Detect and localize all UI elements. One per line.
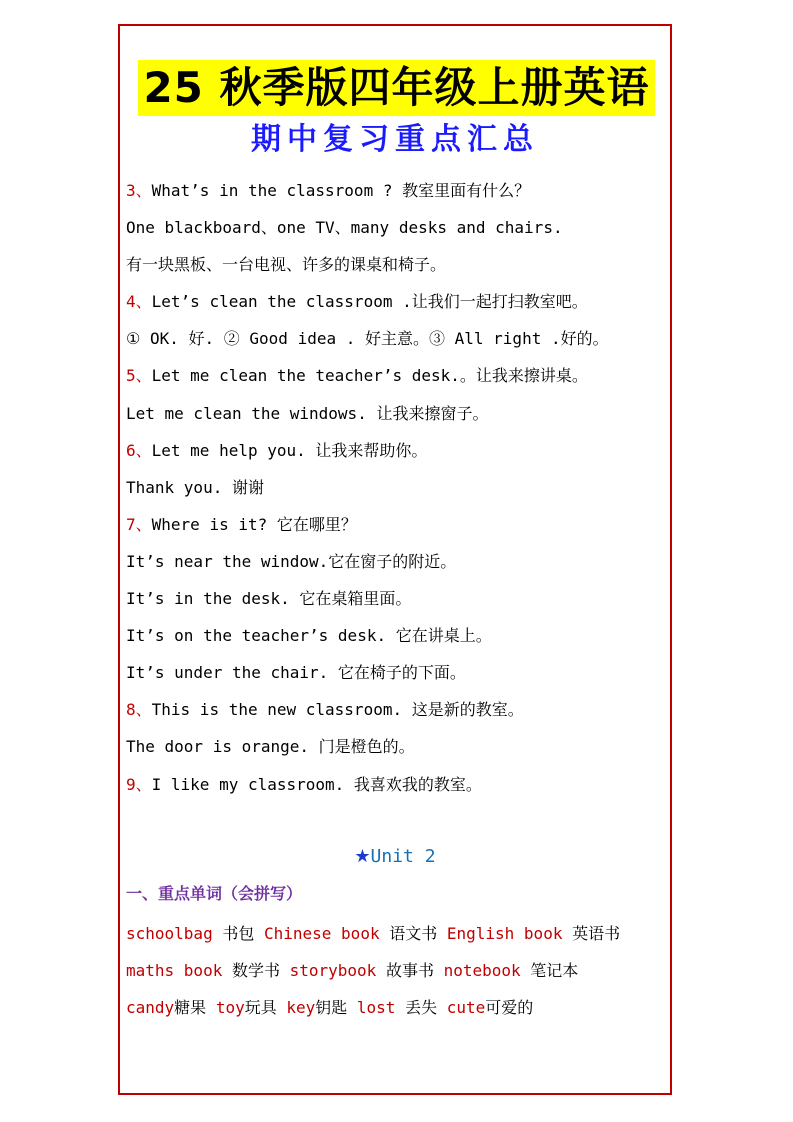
vocab-meaning: 笔记本 [520, 961, 579, 980]
vocab-meaning: 书包 [212, 924, 264, 943]
sentence-text: It’s under the chair. 它在椅子的下面。 [126, 663, 466, 683]
section-heading: 一、重点单词（会拼写） [126, 884, 303, 903]
sentence-line [126, 580, 686, 617]
vocab-word: candy [126, 998, 175, 1017]
vocab-row [126, 915, 686, 952]
sentence-line [126, 283, 686, 320]
sentence-text: I like my classroom. 我喜欢我的教室。 [151, 774, 482, 794]
sentence-line [126, 469, 686, 506]
sentence-text: It’s in the desk. 它在桌箱里面。 [126, 589, 412, 609]
unit-heading [118, 840, 672, 874]
sentence-line [126, 506, 686, 543]
vocab-meaning: 玩具 [244, 998, 287, 1017]
vocab-word: storybook [289, 961, 377, 980]
sentence-list [126, 172, 686, 803]
unit-label: Unit 2 [370, 846, 436, 867]
vocab-word: lost [356, 998, 396, 1017]
sentence-text: ① OK. 好. ② Good idea . 好主意。③ All right .好的。 [126, 329, 609, 349]
sentence-line [126, 617, 686, 654]
vocab-word: schoolbag [126, 924, 213, 943]
sentence-text: It’s on the teacher’s desk. 它在讲桌上。 [126, 626, 492, 646]
sentence-line [126, 395, 686, 432]
page-title: 25 秋季版四年级上册英语 [138, 60, 655, 116]
sentence-text: Let’s clean the classroom .让我们一起打扫教室吧。 [151, 292, 588, 312]
sentence-line [126, 728, 686, 765]
sentence-line [126, 432, 686, 469]
sentence-text: Thank you. 谢谢 [126, 477, 264, 497]
sentence-line [126, 766, 686, 803]
item-number: 9、 [126, 774, 152, 794]
sentence-text: This is the new classroom. 这是新的教室。 [151, 700, 524, 720]
sentence-text: Let me clean the teacher’s desk.。让我来擦讲桌。 [151, 366, 588, 386]
vocab-meaning: 语文书 [379, 924, 447, 943]
sentence-text: What’s in the classroom ? 教室里面有什么？ [151, 181, 531, 200]
sentence-text: Let me clean the windows. 让我来擦窗子。 [126, 403, 489, 423]
vocab-meaning: 钥匙 [315, 998, 357, 1017]
sentence-line [126, 357, 686, 394]
item-number: 7、 [126, 514, 152, 534]
vocab-word: key [286, 998, 316, 1017]
item-number: 8、 [126, 700, 152, 720]
vocab-row [126, 952, 686, 989]
sentence-text: The door is orange. 门是橙色的。 [126, 737, 415, 757]
sentence-line [126, 246, 686, 283]
item-number: 5、 [126, 366, 152, 386]
sentence-text: 有一块黑板、一台电视、许多的课桌和椅子。 [126, 255, 447, 275]
sentence-text: One blackboard、one TV、many desks and chairs. [126, 218, 563, 238]
sentence-line [126, 320, 686, 357]
vocab-word: Chinese book [263, 924, 380, 943]
vocab-list [126, 915, 686, 1026]
vocab-meaning: 英语书 [562, 924, 621, 943]
vocab-meaning: 可爱的 [485, 998, 534, 1017]
sentence-line [126, 654, 686, 691]
sentence-line [126, 691, 686, 728]
page-subtitle: 期中复习重点汇总 [251, 122, 539, 157]
vocab-word: cute [446, 998, 486, 1017]
sentence-line [126, 172, 686, 209]
vocab-meaning: 糖果 [174, 998, 216, 1017]
vocab-row [126, 989, 686, 1026]
sentence-text: Where is it? 它在哪里？ [151, 514, 357, 534]
item-number: 3、 [126, 181, 152, 200]
vocab-word: maths book [126, 961, 223, 980]
vocab-meaning: 丢失 [395, 998, 447, 1017]
item-number: 6、 [126, 440, 152, 460]
vocab-word: toy [215, 998, 245, 1017]
vocab-meaning: 故事书 [376, 961, 444, 980]
vocab-word: notebook [443, 961, 521, 980]
sentence-text: Let me help you. 让我来帮助你。 [151, 440, 428, 460]
sentence-line [126, 209, 686, 246]
vocab-meaning: 数学书 [222, 961, 290, 980]
sentence-text: It’s near the window.它在窗子的附近。 [126, 551, 457, 571]
star-icon: ★ [354, 846, 371, 867]
sentence-line [126, 543, 686, 580]
item-number: 4、 [126, 292, 152, 312]
vocab-word: English book [446, 924, 563, 943]
